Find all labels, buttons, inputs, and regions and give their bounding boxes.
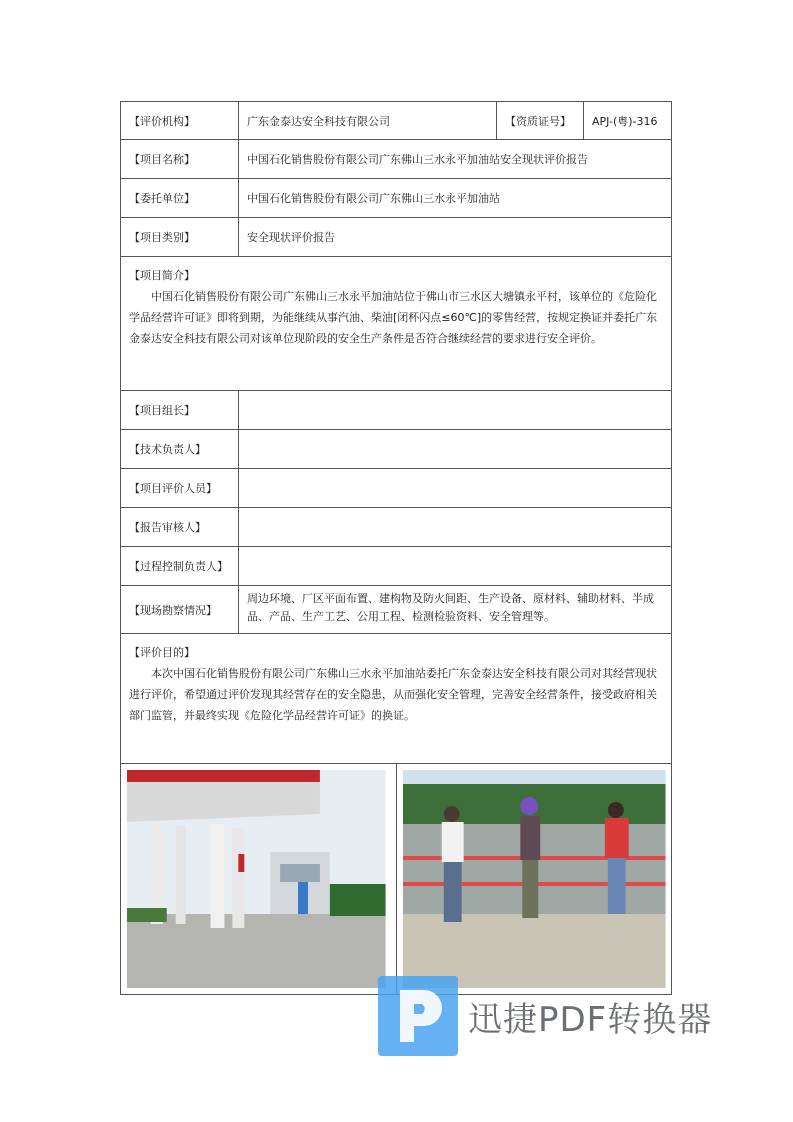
purpose-label: 【评价目的】 [129,646,195,659]
gas-station-photo [121,764,397,994]
evaluation-info-table [120,101,672,995]
purpose-text: 本次中国石化销售股份有限公司广东佛山三水永平加油站委托广东金泰达安全科技有限公司对其经营现状进行评价，希望通过评价发现其经营存在的安全隐患，从而强化安全管理，完善安全经营条件，接受政府相关部门监管，并最终实现《危险化学品经营许可证》的换证。 [129,667,657,722]
row-eval-org [121,102,671,140]
reviewer-value [239,508,671,546]
row-project-name [121,140,671,179]
watermark-text: 迅捷PDF转换器 [468,999,713,1040]
row-process [121,547,671,586]
project-name-label: 【项目名称】 [121,140,239,178]
survey-label: 【现场勘察情况】 [121,586,239,633]
tech-label: 【技术负责人】 [121,430,239,468]
process-value [239,547,671,585]
client-value: 中国石化销售股份有限公司广东佛山三水永平加油站 [247,192,500,205]
leader-value [239,391,671,429]
row-survey [121,586,671,634]
watermark [378,976,712,1056]
intro-label: 【项目简介】 [129,269,195,282]
category-value: 安全现状评价报告 [247,231,335,244]
row-client [121,179,671,218]
pdf-converter-logo-icon [378,976,458,1056]
leader-label: 【项目组长】 [121,391,239,429]
row-reviewer [121,508,671,547]
staff-photo [397,764,672,994]
process-label: 【过程控制负责人】 [121,547,239,585]
photo-row [121,764,671,994]
evaluators-label: 【项目评价人员】 [121,469,239,507]
cert-value: APJ-(粤)-316 [592,114,658,128]
row-leader [121,391,671,430]
evaluation-purpose [121,634,671,764]
row-evaluators [121,469,671,508]
project-intro [121,257,671,391]
category-label: 【项目类别】 [121,218,239,256]
eval-org-label: 【评价机构】 [121,102,239,139]
eval-org-value: 广东金泰达安全科技有限公司 [239,102,497,139]
survey-value: 周边环境、厂区平面布置、建构物及防火间距、生产设备、原材料、辅助材料、半成品、产品、生产工艺、公用工程、检测检验资料、安全管理等。 [247,592,654,623]
cert-label: 【资质证号】 [497,102,584,139]
intro-text: 中国石化销售股份有限公司广东佛山三水永平加油站位于佛山市三水区大塘镇永平村，该单位的《危险化学品经营许可证》即将到期，为能继续从事汽油、柴油[闭杯闪点≤60℃]的零售经营，按规定换证并委托广东金泰达安全科技有限公司对该单位现阶段的安全生产条件是否符合继续经营的要求进行安全评价。 [129,290,658,345]
evaluators-value [239,469,671,507]
client-label: 【委托单位】 [121,179,239,217]
reviewer-label: 【报告审核人】 [121,508,239,546]
tech-value [239,430,671,468]
row-tech [121,430,671,469]
project-name-value: 中国石化销售股份有限公司广东佛山三水永平加油站安全现状评价报告 [247,153,588,166]
row-category [121,218,671,257]
